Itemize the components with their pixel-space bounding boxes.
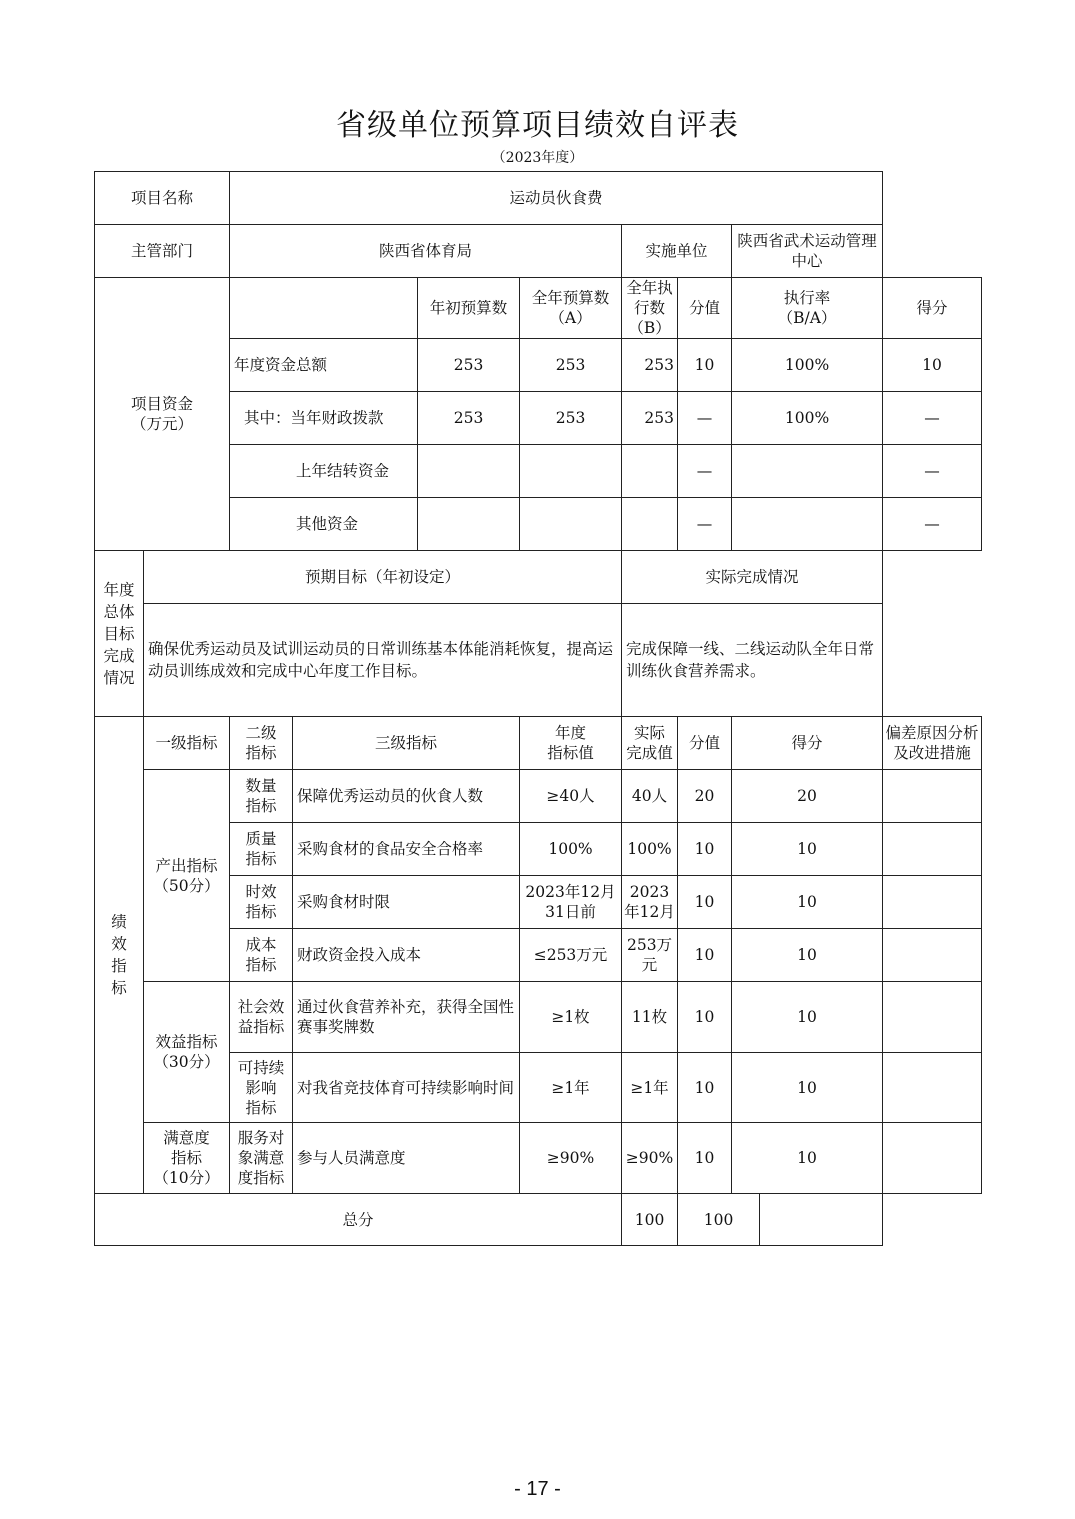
funds-row-exec: 253 [622, 392, 678, 445]
funds-row-budget [520, 445, 622, 498]
ind-actual: 11枚 [622, 982, 678, 1053]
ind-target: 2023年12月 31日前 [520, 876, 622, 929]
funds-header-exec: 全年执行数 （B） [622, 278, 678, 339]
ind-header-l1: 一级指标 [144, 717, 230, 770]
ind-group-name: 产出指标 （50分） [144, 770, 230, 982]
impl-unit-value: 陕西省武术运动管理中心 [732, 225, 883, 278]
project-name-label: 项目名称 [95, 172, 230, 225]
page-subtitle: （2023年度） [491, 150, 584, 166]
ind-note [883, 876, 982, 929]
funds-row-budget [520, 498, 622, 551]
page-title: 省级单位预算项目绩效自评表 [336, 108, 739, 143]
expected-goal-header: 预期目标（年初设定） [144, 551, 622, 604]
ind-weight: 10 [678, 982, 732, 1053]
ind-header-actual: 实际 完成值 [622, 717, 678, 770]
ind-l3: 采购食材的食品安全合格率 [293, 823, 520, 876]
ind-l2: 数量 指标 [230, 770, 293, 823]
funds-header-rate: 执行率 （B/A） [732, 278, 883, 339]
funds-row-score: — [883, 445, 982, 498]
funds-row-init: 253 [418, 339, 520, 392]
funds-row-rate [732, 445, 883, 498]
ind-l2: 可持续 影响 指标 [230, 1053, 293, 1123]
ind-header-l3: 三级指标 [293, 717, 520, 770]
total-score: 100 [678, 1194, 760, 1246]
actual-result-text: 完成保障一线、二线运动队全年日常训练伙食营养需求。 [622, 604, 883, 717]
self-evaluation-table [94, 171, 982, 1246]
ind-actual: 40人 [622, 770, 678, 823]
ind-l2: 成本 指标 [230, 929, 293, 982]
ind-actual: ≥1年 [622, 1053, 678, 1123]
funds-header-init: 年初预算数 [418, 278, 520, 339]
ind-header-target: 年度 指标值 [520, 717, 622, 770]
funds-row-budget: 253 [520, 339, 622, 392]
goals-label: 年度 总体 目标 完成 情况 [95, 551, 144, 717]
ind-weight: 10 [678, 823, 732, 876]
funds-row-budget: 253 [520, 392, 622, 445]
funds-row-weight: — [678, 445, 732, 498]
ind-note [883, 1053, 982, 1123]
ind-l3: 保障优秀运动员的伙食人数 [293, 770, 520, 823]
ind-score: 20 [732, 770, 883, 823]
ind-l3: 对我省竞技体育可持续影响时间 [293, 1053, 520, 1123]
ind-score: 10 [732, 1053, 883, 1123]
ind-l2: 服务对 象满意 度指标 [230, 1123, 293, 1194]
ind-weight: 10 [678, 876, 732, 929]
ind-weight: 10 [678, 1123, 732, 1194]
total-weight: 100 [622, 1194, 678, 1246]
funds-row-init [418, 498, 520, 551]
funds-row-weight: — [678, 498, 732, 551]
ind-actual: 253万元 [622, 929, 678, 982]
expected-goal-text: 确保优秀运动员及试训运动员的日常训练基本体能消耗恢复，提高运动员训练成效和完成中心年度工作目标。 [144, 604, 622, 717]
total-label: 总分 [95, 1194, 622, 1246]
ind-l3: 采购食材时限 [293, 876, 520, 929]
ind-l3: 通过伙食营养补充，获得全国性赛事奖牌数 [293, 982, 520, 1053]
ind-weight: 20 [678, 770, 732, 823]
ind-target: ≥1年 [520, 1053, 622, 1123]
funds-header-budget: 全年预算数 （A） [520, 278, 622, 339]
ind-actual: ≥90% [622, 1123, 678, 1194]
indicators-label: 绩 效 指 标 [95, 717, 144, 1194]
funds-row-score: — [883, 498, 982, 551]
ind-score: 10 [732, 929, 883, 982]
ind-l3: 参与人员满意度 [293, 1123, 520, 1194]
ind-score: 10 [732, 823, 883, 876]
ind-note [883, 1123, 982, 1194]
ind-target: ≤253万元 [520, 929, 622, 982]
ind-target: ≥40人 [520, 770, 622, 823]
ind-target: ≥1枚 [520, 982, 622, 1053]
funds-row-rate: 100% [732, 392, 883, 445]
total-note [760, 1194, 883, 1246]
funds-row-exec [622, 445, 678, 498]
ind-weight: 10 [678, 1053, 732, 1123]
ind-actual: 2023年12月 [622, 876, 678, 929]
funds-row-score: — [883, 392, 982, 445]
funds-row-name: 其中：当年财政拨款 [230, 392, 418, 445]
page-number: - 17 - [514, 1478, 561, 1500]
ind-group-name: 效益指标 （30分） [144, 982, 230, 1123]
ind-l2: 时效 指标 [230, 876, 293, 929]
ind-weight: 10 [678, 929, 732, 982]
ind-note [883, 929, 982, 982]
funds-row-rate: 100% [732, 339, 883, 392]
funds-row-name: 其他资金 [230, 498, 418, 551]
ind-score: 10 [732, 982, 883, 1053]
funds-row-exec [622, 498, 678, 551]
ind-header-l2: 二级 指标 [230, 717, 293, 770]
ind-header-score: 得分 [732, 717, 883, 770]
ind-l2: 质量 指标 [230, 823, 293, 876]
funds-row-init: 253 [418, 392, 520, 445]
ind-score: 10 [732, 876, 883, 929]
funds-header-weight: 分值 [678, 278, 732, 339]
ind-l2: 社会效 益指标 [230, 982, 293, 1053]
impl-unit-label: 实施单位 [622, 225, 732, 278]
ind-score: 10 [732, 1123, 883, 1194]
funds-label: 项目资金 （万元） [95, 278, 230, 551]
funds-row-score: 10 [883, 339, 982, 392]
funds-row-exec: 253 [622, 339, 678, 392]
funds-header-score: 得分 [883, 278, 982, 339]
funds-header-blank [230, 278, 418, 339]
project-name-value: 运动员伙食费 [230, 172, 883, 225]
ind-target: ≥90% [520, 1123, 622, 1194]
ind-header-note: 偏差原因分析及改进措施 [883, 717, 982, 770]
ind-group-name: 满意度 指标 （10分） [144, 1123, 230, 1194]
funds-row-rate [732, 498, 883, 551]
actual-result-header: 实际完成情况 [622, 551, 883, 604]
ind-note [883, 823, 982, 876]
funds-row-name: 年度资金总额 [230, 339, 418, 392]
funds-row-weight: — [678, 392, 732, 445]
dept-value: 陕西省体育局 [230, 225, 622, 278]
dept-label: 主管部门 [95, 225, 230, 278]
funds-row-init [418, 445, 520, 498]
ind-note [883, 770, 982, 823]
funds-row-weight: 10 [678, 339, 732, 392]
funds-row-name: 上年结转资金 [230, 445, 418, 498]
ind-note [883, 982, 982, 1053]
ind-header-weight: 分值 [678, 717, 732, 770]
ind-actual: 100% [622, 823, 678, 876]
ind-l3: 财政资金投入成本 [293, 929, 520, 982]
ind-target: 100% [520, 823, 622, 876]
